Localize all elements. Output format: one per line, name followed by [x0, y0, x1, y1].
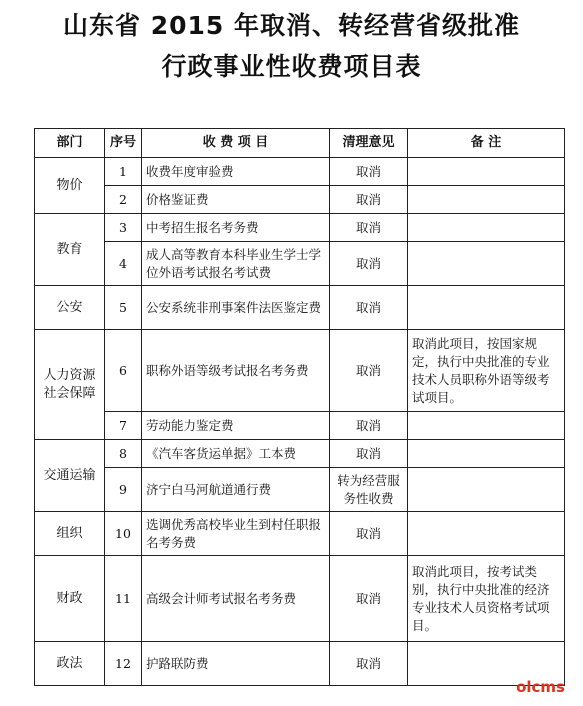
row-item: 《汽车客货运单据》工本费: [142, 440, 330, 468]
header-item: 收 费 项 目: [142, 129, 330, 158]
row-opinion: 取消: [330, 556, 408, 642]
row-opinion: 取消: [330, 330, 408, 412]
dept-cell: 教育: [35, 214, 105, 286]
row-opinion: 取消: [330, 412, 408, 440]
table-row: [35, 468, 565, 512]
row-note: [408, 468, 565, 512]
row-item: 公安系统非刑事案件法医鉴定费: [142, 286, 330, 330]
row-item: 高级会计师考试报名考务费: [142, 556, 330, 642]
row-item: 选调优秀高校毕业生到村任职报名考务费: [142, 512, 330, 556]
page-title-line1: 山东省 2015 年取消、转经营省级批准: [63, 11, 520, 40]
header-dept: 部门: [35, 129, 105, 158]
row-note: [408, 158, 565, 186]
row-opinion: 取消: [330, 242, 408, 286]
dept-cell: 物价: [35, 158, 105, 214]
row-note: [408, 214, 565, 242]
row-opinion: 取消: [330, 286, 408, 330]
row-note: 取消此项目，按国家规定，执行中央批准的专业技术人员职称外语等级考试项目。: [408, 330, 565, 412]
row-opinion: 取消: [330, 214, 408, 242]
table-row: [35, 512, 565, 556]
page-title-line2: 行政事业性收费项目表: [161, 52, 422, 81]
table-row: [35, 412, 565, 440]
row-no: 4: [105, 242, 142, 286]
watermark-logo: olcms: [516, 678, 565, 696]
row-note: [408, 186, 565, 214]
row-note: [408, 440, 565, 468]
row-item: 劳动能力鉴定费: [142, 412, 330, 440]
dept-cell: 交通运输: [35, 440, 105, 512]
row-no: 2: [105, 186, 142, 214]
row-opinion: 取消: [330, 158, 408, 186]
table-row: [35, 242, 565, 286]
row-opinion: 取消: [330, 642, 408, 686]
row-note: [408, 512, 565, 556]
table-row: [35, 556, 565, 642]
row-item: 收费年度审验费: [142, 158, 330, 186]
row-no: 11: [105, 556, 142, 642]
dept-cell: 政法: [35, 642, 105, 686]
row-no: 8: [105, 440, 142, 468]
row-no: 3: [105, 214, 142, 242]
table-row: [35, 214, 565, 242]
row-note: [408, 242, 565, 286]
fee-items-table: [34, 128, 565, 686]
row-item: 职称外语等级考试报名考务费: [142, 330, 330, 412]
table-row: [35, 330, 565, 412]
table-row: [35, 186, 565, 214]
header-no: 序号: [105, 129, 142, 158]
row-no: 1: [105, 158, 142, 186]
row-item: 价格鉴证费: [142, 186, 330, 214]
header-opinion: 清理意见: [330, 129, 408, 158]
dept-cell: 公安: [35, 286, 105, 330]
table-header-row: [35, 129, 565, 158]
row-opinion: 取消: [330, 440, 408, 468]
row-item: 中考招生报名考务费: [142, 214, 330, 242]
table-row: [35, 158, 565, 186]
row-opinion: 转为经营服务性收费: [330, 468, 408, 512]
header-note: 备 注: [408, 129, 565, 158]
table-row: [35, 286, 565, 330]
row-no: 12: [105, 642, 142, 686]
row-note: [408, 412, 565, 440]
row-opinion: 取消: [330, 186, 408, 214]
dept-cell: 人力资源社会保障: [35, 330, 105, 440]
table-row: [35, 440, 565, 468]
row-no: 6: [105, 330, 142, 412]
row-item: 济宁白马河航道通行费: [142, 468, 330, 512]
row-no: 7: [105, 412, 142, 440]
dept-cell: 组织: [35, 512, 105, 556]
row-item: 成人高等教育本科毕业生学士学位外语考试报名考试费: [142, 242, 330, 286]
row-note: [408, 286, 565, 330]
table-row: [35, 642, 565, 686]
dept-cell: 财政: [35, 556, 105, 642]
row-no: 9: [105, 468, 142, 512]
row-no: 5: [105, 286, 142, 330]
row-item: 护路联防费: [142, 642, 330, 686]
row-opinion: 取消: [330, 512, 408, 556]
row-note: 取消此项目，按考试类别，执行中央批准的经济专业技术人员资格考试项目。: [408, 556, 565, 642]
row-no: 10: [105, 512, 142, 556]
